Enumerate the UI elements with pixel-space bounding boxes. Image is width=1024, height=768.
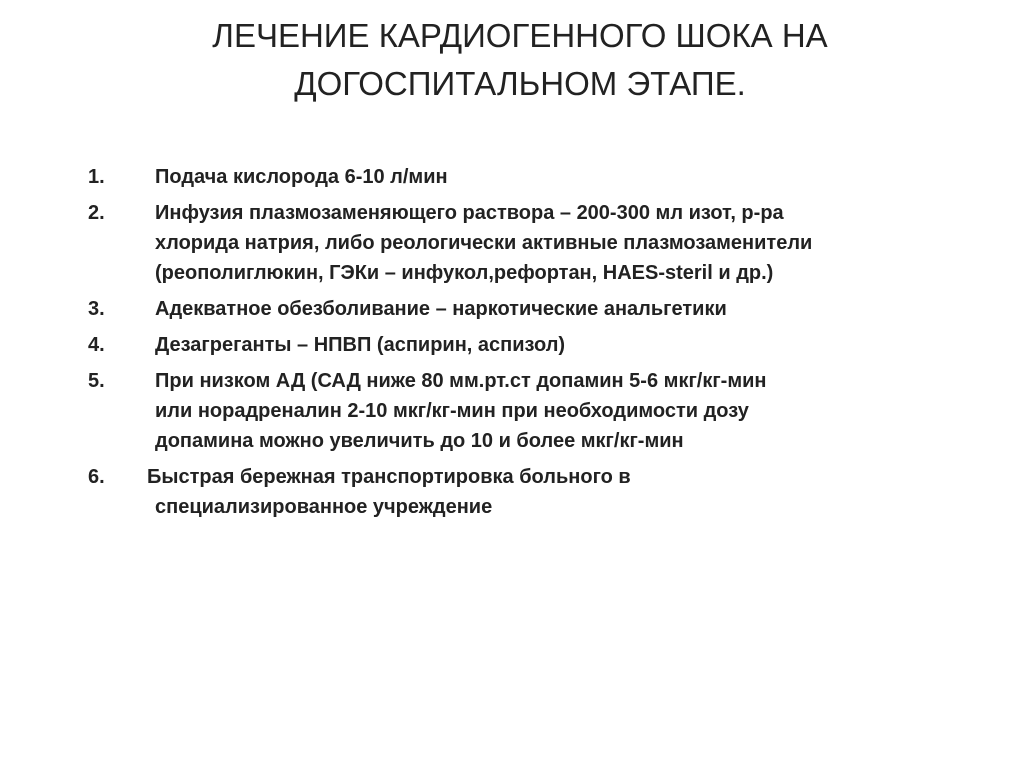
item-line: При низком АД (САД ниже 80 мм.рт.ст допамин 5-6 мкг/кг-мин	[155, 370, 767, 392]
list-item-1	[0, 162, 1024, 192]
item-line: Подача кислорода 6-10 л/мин	[155, 166, 448, 188]
item-number: 3.	[88, 298, 105, 320]
item-number: 2.	[88, 202, 105, 224]
slide-title	[180, 12, 860, 108]
item-text	[155, 330, 995, 360]
list-item-6	[0, 462, 1024, 522]
item-number: 5.	[88, 370, 105, 392]
item-text	[155, 162, 995, 192]
title-line-1: ЛЕЧЕНИЕ КАРДИОГЕННОГО ШОКА НА	[212, 17, 828, 54]
list-item-2	[0, 198, 1024, 288]
item-line: Дезагреганты – НПВП (аспирин, аспизол)	[155, 334, 566, 356]
item-line: или норадреналин 2-10 мкг/кг-мин при необходимости дозу	[155, 400, 749, 422]
item-line: хлорида натрия, либо реологически активные плазмозаменители	[155, 232, 813, 254]
item-number: 4.	[88, 334, 105, 356]
treatment-list	[0, 162, 1024, 528]
item-line: Адекватное обезболивание – наркотические анальгетики	[155, 298, 727, 320]
item-number: 1.	[88, 166, 105, 188]
list-item-3	[0, 294, 1024, 324]
item-text	[155, 294, 995, 324]
item-text	[155, 366, 995, 456]
item-line: Быстрая бережная транспортировка больного в	[147, 466, 631, 488]
title-line-2: ДОГОСПИТАЛЬНОМ ЭТАПЕ.	[294, 65, 746, 102]
item-number: 6.	[88, 466, 105, 488]
item-line: Инфузия плазмозаменяющего раствора – 200-300 мл изот, р-ра	[155, 202, 784, 224]
item-text	[155, 198, 995, 288]
item-text	[147, 462, 995, 522]
item-line: допамина можно увеличить до 10 и более мкг/кг-мин	[155, 430, 684, 452]
item-line: специализированное учреждение	[155, 496, 493, 518]
list-item-4	[0, 330, 1024, 360]
list-item-5	[0, 366, 1024, 456]
item-line: (реополиглюкин, ГЭКи – инфукол,рефортан, HAES-steril и др.)	[155, 262, 774, 284]
